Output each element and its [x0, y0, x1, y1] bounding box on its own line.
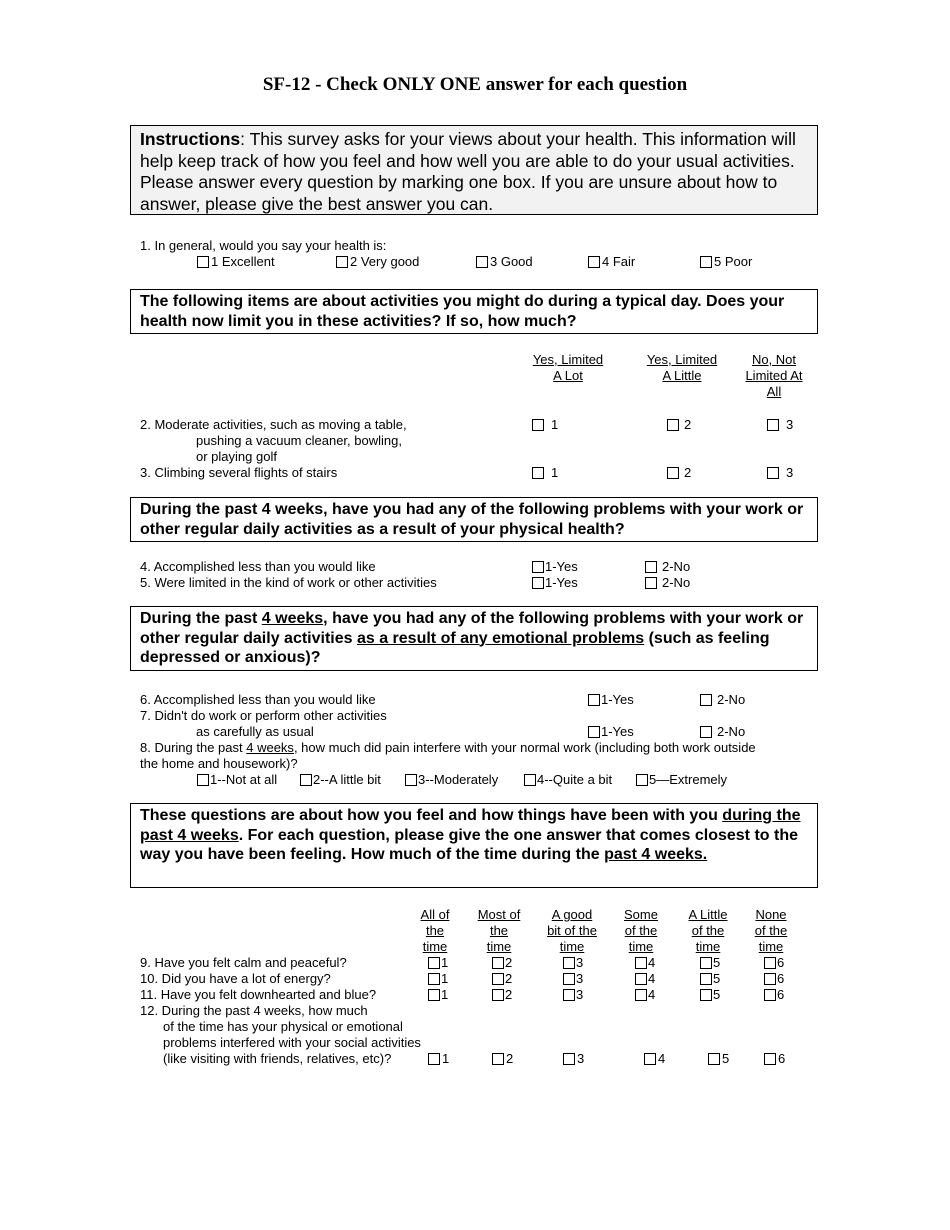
- option-label: 4: [658, 1051, 666, 1066]
- checkbox[interactable]: [197, 774, 209, 786]
- option-label: 3: [576, 955, 584, 970]
- question-2-text-line2: pushing a vacuum cleaner, bowling,: [196, 433, 402, 448]
- q12-option-4[interactable]: [644, 1051, 665, 1067]
- question-10-text: 10. Did you have a lot of energy?: [140, 971, 331, 986]
- header-some-of-the-time: [616, 907, 666, 955]
- checkbox[interactable]: [476, 256, 488, 268]
- q4-option-no[interactable]: [645, 559, 690, 575]
- option-label: 3: [576, 987, 584, 1002]
- checkbox[interactable]: [700, 973, 712, 985]
- q5-option-no[interactable]: [645, 575, 690, 591]
- option-label: 2 Very good: [350, 254, 420, 269]
- section-text: , have you had any of the following problems with your work or other regular daily activities: [140, 610, 804, 647]
- question-12-text: 12. During the past 4 weeks, how much: [140, 1003, 368, 1018]
- option-label: 4 Fair: [602, 254, 636, 269]
- option-label: 5: [722, 1051, 730, 1066]
- q12-option-1[interactable]: [428, 1051, 449, 1067]
- option-label: 2-No: [717, 724, 746, 739]
- q3-option-2[interactable]: [667, 465, 691, 481]
- q1-option-poor[interactable]: [700, 254, 752, 270]
- header-line: time: [486, 939, 512, 954]
- section-text: These questions are about how you feel and how things have been with you: [140, 807, 723, 824]
- option-label: 1: [441, 971, 449, 986]
- q11-option-5[interactable]: [700, 987, 720, 1003]
- option-label: 3: [786, 465, 794, 480]
- header-yes-limited-a-little: [634, 352, 730, 384]
- header-a-good-bit-of-the-time: [540, 907, 604, 955]
- section-physical-header: [130, 497, 818, 542]
- section-emotional-header: [130, 606, 818, 671]
- question-7-text-line2: as carefully as usual: [196, 724, 314, 739]
- option-label: 1: [441, 955, 449, 970]
- section-text: The following items are about activities you might do during a typical day. Does your health now limit you in these activities? If so, how much?: [140, 293, 785, 330]
- section-text: (such as feeling depressed or anxious)?: [140, 629, 770, 666]
- header-line: A good: [551, 907, 593, 922]
- header-line: of the: [691, 923, 725, 938]
- question-6-text: 6. Accomplished less than you would like: [140, 692, 376, 707]
- header-all-of-the-time: [412, 907, 458, 955]
- question-3-text: 3. Climbing several flights of stairs: [140, 465, 338, 480]
- header-no-not-limited: [730, 352, 818, 400]
- option-label: 2: [506, 1051, 514, 1066]
- option-label: 2-No: [717, 692, 746, 707]
- q8-option-2[interactable]: [300, 772, 381, 788]
- header-a-little-of-the-time: [680, 907, 736, 955]
- q12-option-5[interactable]: [708, 1051, 729, 1067]
- q2-option-2[interactable]: [667, 417, 691, 433]
- option-label: 1: [442, 1051, 450, 1066]
- option-label: 1 Excellent: [211, 254, 275, 269]
- checkbox[interactable]: [588, 726, 600, 738]
- q1-option-good[interactable]: [476, 254, 533, 270]
- option-label: 2: [684, 417, 692, 432]
- section-text: . For each question, please give the one answer that comes closest to the way you have been feeling. How much of the time during the: [140, 826, 798, 863]
- option-label: 4: [648, 955, 656, 970]
- q11-option-1[interactable]: [428, 987, 448, 1003]
- checkbox[interactable]: [700, 726, 712, 738]
- q1-option-very-good[interactable]: [336, 254, 419, 270]
- header-line: None: [755, 907, 787, 922]
- section-activities-header: [130, 289, 818, 334]
- question-text: , how much did pain interfere with your normal work (including both work outside: [293, 740, 756, 755]
- header-line: bit of the: [547, 923, 597, 938]
- q6-option-yes[interactable]: [588, 692, 634, 708]
- header-line: All: [766, 384, 782, 399]
- option-label: 2-No: [662, 575, 691, 590]
- question-1-text: 1. In general, would you say your health is:: [140, 238, 387, 253]
- header-line: A Little: [688, 907, 728, 922]
- checkbox[interactable]: [767, 467, 779, 479]
- q12-option-2[interactable]: [492, 1051, 513, 1067]
- q10-option-3[interactable]: [563, 971, 583, 987]
- option-label: 4: [648, 987, 656, 1002]
- instructions-box: [130, 125, 818, 215]
- checkbox[interactable]: [667, 419, 679, 431]
- option-label: 3--Moderately: [418, 772, 499, 787]
- q11-option-2[interactable]: [492, 987, 512, 1003]
- q9-option-6[interactable]: [764, 955, 784, 971]
- checkbox[interactable]: [708, 1053, 720, 1065]
- question-12-text-line2: of the time has your physical or emotional: [163, 1019, 403, 1034]
- checkbox[interactable]: [764, 957, 776, 969]
- instructions-label: Instructions: [140, 129, 241, 149]
- q9-option-4[interactable]: [635, 955, 655, 971]
- option-label: 3 Good: [490, 254, 533, 269]
- q3-option-1[interactable]: [532, 465, 558, 481]
- q7-option-yes[interactable]: [588, 724, 634, 740]
- question-11-text: 11. Have you felt downhearted and blue?: [140, 987, 377, 1002]
- question-8-text: [140, 740, 756, 756]
- checkbox[interactable]: [645, 561, 657, 573]
- section-text-underlined: past 4 weeks.: [604, 846, 708, 863]
- option-label: 2: [505, 971, 513, 986]
- q1-option-fair[interactable]: [588, 254, 635, 270]
- option-label: 6: [777, 971, 785, 986]
- checkbox[interactable]: [563, 973, 575, 985]
- question-9-text: 9. Have you felt calm and peaceful?: [140, 955, 347, 970]
- header-line: time: [758, 939, 784, 954]
- checkbox[interactable]: [524, 774, 536, 786]
- checkbox[interactable]: [764, 973, 776, 985]
- q9-option-1[interactable]: [428, 955, 448, 971]
- header-line: of the: [754, 923, 788, 938]
- section-text: During the past 4 weeks, have you had any of the following problems with your work or other regular daily activities as a result of your physical health?: [140, 501, 804, 538]
- q7-option-no[interactable]: [700, 724, 745, 740]
- option-label: 2: [684, 465, 692, 480]
- checkbox[interactable]: [532, 577, 544, 589]
- checkbox[interactable]: [764, 1053, 776, 1065]
- checkbox[interactable]: [700, 256, 712, 268]
- header-line: Most of: [477, 907, 521, 922]
- q9-option-2[interactable]: [492, 955, 512, 971]
- q10-option-6[interactable]: [764, 971, 784, 987]
- option-label: 2: [505, 955, 513, 970]
- q12-option-6[interactable]: [764, 1051, 785, 1067]
- section-text-underlined: as a result of any emotional problems: [356, 629, 645, 647]
- q5-option-yes[interactable]: [532, 575, 578, 591]
- checkbox[interactable]: [492, 973, 504, 985]
- header-line: time: [628, 939, 654, 954]
- question-4-text: 4. Accomplished less than you would like: [140, 559, 376, 574]
- option-label: 2--A little bit: [313, 772, 381, 787]
- q1-option-excellent[interactable]: [197, 254, 275, 270]
- checkbox[interactable]: [532, 467, 544, 479]
- option-label: 5—Extremely: [649, 772, 728, 787]
- option-label: 6: [777, 955, 785, 970]
- header-line: Yes, Limited: [532, 352, 604, 367]
- option-label: 6: [777, 987, 785, 1002]
- option-label: 1: [551, 465, 559, 480]
- instructions-text: : This survey asks for your views about your health. This information will help keep track of how you feel and how well you are able to do your usual activities. Please answer every question by marking one box. If you are unsure about how to answer, please give the best answer you can.: [140, 129, 796, 214]
- checkbox[interactable]: [492, 989, 504, 1001]
- q10-option-5[interactable]: [700, 971, 720, 987]
- checkbox[interactable]: [532, 561, 544, 573]
- checkbox[interactable]: [700, 989, 712, 1001]
- header-line: the: [425, 923, 445, 938]
- header-line: A Little: [662, 368, 702, 383]
- question-2-text-line3: or playing golf: [196, 449, 277, 464]
- checkbox[interactable]: [644, 1053, 656, 1065]
- checkbox[interactable]: [428, 973, 440, 985]
- header-none-of-the-time: [746, 907, 796, 955]
- q8-option-3[interactable]: [405, 772, 498, 788]
- checkbox[interactable]: [405, 774, 417, 786]
- checkbox[interactable]: [767, 419, 779, 431]
- header-yes-limited-a-lot: [520, 352, 616, 384]
- checkbox[interactable]: [588, 256, 600, 268]
- header-line: time: [422, 939, 448, 954]
- header-line: A Lot: [553, 368, 583, 383]
- q12-option-3[interactable]: [563, 1051, 584, 1067]
- header-line: Some: [624, 907, 658, 922]
- checkbox[interactable]: [667, 467, 679, 479]
- option-label: 2: [505, 987, 513, 1002]
- page-title: SF-12 - Check ONLY ONE answer for each question: [262, 74, 688, 95]
- option-label: 5 Poor: [714, 254, 753, 269]
- checkbox[interactable]: [492, 957, 504, 969]
- q10-option-1[interactable]: [428, 971, 448, 987]
- q8-option-4[interactable]: [524, 772, 612, 788]
- question-8-text-line2: the home and housework)?: [140, 756, 298, 771]
- checkbox[interactable]: [645, 577, 657, 589]
- header-line: All of: [420, 907, 450, 922]
- option-label: 1-Yes: [545, 559, 578, 574]
- checkbox[interactable]: [563, 1053, 575, 1065]
- option-label: 5: [713, 971, 721, 986]
- option-label: 3: [576, 971, 584, 986]
- checkbox[interactable]: [635, 957, 647, 969]
- checkbox[interactable]: [636, 774, 648, 786]
- option-label: 5: [713, 987, 721, 1002]
- option-label: 5: [713, 955, 721, 970]
- q8-option-1[interactable]: [197, 772, 277, 788]
- checkbox[interactable]: [428, 1053, 440, 1065]
- header-line: of the: [624, 923, 658, 938]
- q9-option-5[interactable]: [700, 955, 720, 971]
- option-label: 6: [778, 1051, 786, 1066]
- q10-option-2[interactable]: [492, 971, 512, 987]
- q11-option-6[interactable]: [764, 987, 784, 1003]
- q11-option-3[interactable]: [563, 987, 583, 1003]
- option-label: 1-Yes: [601, 724, 634, 739]
- checkbox[interactable]: [764, 989, 776, 1001]
- checkbox[interactable]: [563, 957, 575, 969]
- option-label: 1--Not at all: [210, 772, 278, 787]
- q8-option-5[interactable]: [636, 772, 727, 788]
- option-label: 3: [577, 1051, 585, 1066]
- option-label: 3: [786, 417, 794, 432]
- q2-option-1[interactable]: [532, 417, 558, 433]
- header-line: time: [695, 939, 721, 954]
- q9-option-3[interactable]: [563, 955, 583, 971]
- section-text-underlined: 4 weeks: [261, 610, 324, 627]
- section-text: During the past: [140, 610, 262, 627]
- question-text-underlined: 4 weeks: [246, 740, 294, 755]
- checkbox[interactable]: [336, 256, 348, 268]
- checkbox[interactable]: [635, 989, 647, 1001]
- checkbox[interactable]: [588, 694, 600, 706]
- checkbox[interactable]: [700, 957, 712, 969]
- checkbox[interactable]: [492, 1053, 504, 1065]
- option-label: 1: [551, 417, 559, 432]
- option-label: 2-No: [662, 559, 691, 574]
- checkbox[interactable]: [635, 973, 647, 985]
- option-label: 4: [648, 971, 656, 986]
- header-most-of-the-time: [472, 907, 526, 955]
- option-label: 4--Quite a bit: [537, 772, 613, 787]
- section-text-underlined: during the past 4 weeks: [140, 807, 801, 844]
- question-text: 8. During the past: [140, 740, 247, 755]
- header-line: the: [489, 923, 509, 938]
- question-5-text: 5. Were limited in the kind of work or other activities: [140, 575, 437, 590]
- question-12-text-line3: problems interfered with your social activities: [163, 1035, 421, 1050]
- header-line: No, Not: [751, 352, 797, 367]
- option-label: 1-Yes: [601, 692, 634, 707]
- header-line: Yes, Limited: [646, 352, 718, 367]
- checkbox[interactable]: [563, 989, 575, 1001]
- header-line: Limited At: [745, 368, 803, 383]
- checkbox[interactable]: [532, 419, 544, 431]
- q4-option-yes[interactable]: [532, 559, 578, 575]
- q2-option-3[interactable]: [767, 417, 793, 433]
- header-line: time: [559, 939, 585, 954]
- question-12-text-line4: (like visiting with friends, relatives, etc)?: [163, 1051, 392, 1066]
- checkbox[interactable]: [197, 256, 209, 268]
- option-label: 1: [441, 987, 449, 1002]
- question-2-text: 2. Moderate activities, such as moving a table,: [140, 417, 407, 432]
- question-7-text: 7. Didn't do work or perform other activities: [140, 708, 387, 723]
- checkbox[interactable]: [428, 957, 440, 969]
- q3-option-3[interactable]: [767, 465, 793, 481]
- checkbox[interactable]: [300, 774, 312, 786]
- q11-option-4[interactable]: [635, 987, 655, 1003]
- q10-option-4[interactable]: [635, 971, 655, 987]
- checkbox[interactable]: [700, 694, 712, 706]
- section-feelings-header: [130, 803, 818, 888]
- option-label: 1-Yes: [545, 575, 578, 590]
- checkbox[interactable]: [428, 989, 440, 1001]
- q6-option-no[interactable]: [700, 692, 745, 708]
